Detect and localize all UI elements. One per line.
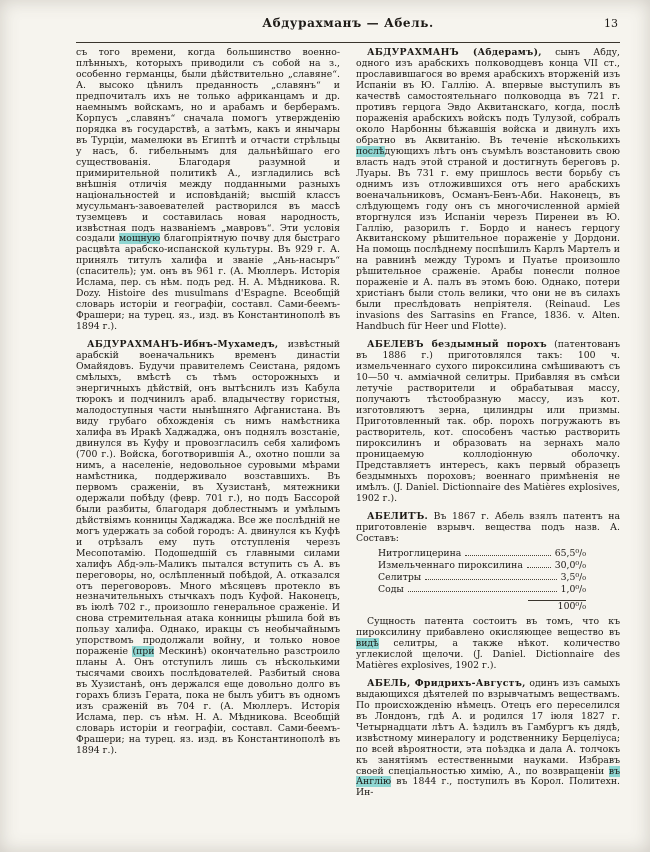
- article-continuation: [76, 48, 340, 333]
- highlight: мощную: [118, 233, 161, 245]
- body-text: Сущность патента состоитъ въ томъ, что къ пироксилину прибавлено окисляющее вещество въ: [356, 615, 620, 638]
- running-head: [0, 0, 650, 40]
- body-text: (патентованъ въ 1886 г.) приготовлялся такъ: 100 ч. измельченнаго сухого пироксилина смѣшиваютъ съ 10—50 ч. амміачной селитры. Прибавляя въ смѣси летучіе растворители и обрабатывая массу, получаютъ тѣстообразную массу, изъ кот. изготовляютъ зерна, цилиндры или призмы. Приготовленный так. обр. порохъ погружаютъ въ растворитель, кот. способенъ частью растворить пироксилинъ и образовать на зернахъ мало проницаемую коллодіонную оболочку. Представляетъ интересъ, какъ первый образецъ бездымныхъ пороховъ; военнаго примѣненія не имѣлъ. (J. Daniel. Dictionnaire des Matières explosives, 1902 г.).: [356, 339, 620, 504]
- right-column: [356, 48, 620, 843]
- page-number: 13: [604, 17, 618, 30]
- composition-value: 30,0⁰/₀: [554, 559, 586, 571]
- left-column: [76, 48, 340, 843]
- dotted-leader: [527, 567, 551, 568]
- article-abel-friedrich-august: [356, 679, 620, 800]
- composition-name: Селитры: [378, 571, 422, 583]
- page-header-title: Абдурахманъ — Абель.: [262, 16, 434, 30]
- article-heading: АБДУРАХМАНЪ (Абдерамъ),: [367, 48, 542, 58]
- composition-name: Нитроглицерина: [378, 547, 462, 559]
- body-text: въ 1844 г., поступилъ въ Корол. Политехн. Ин-: [356, 776, 620, 799]
- article-abdurakhman-abderam: [356, 48, 620, 333]
- dotted-leader: [425, 579, 556, 580]
- body-text: извѣстный арабскій военачальникъ временъ династіи Омайядовъ. Будучи правителемъ Сеистана, рядомъ смѣлыхъ, вмѣстѣ съ тѣмъ осторожныхъ и энергичныхъ дѣйствій, онъ вытѣснилъ изъ Кабула тюрокъ и подчинилъ араб. владычеству гористыя, малодоступныя части нынѣшняго Афганистана. Въ виду грубаго обхожденія съ нимъ намѣстника халифа въ Иракѣ Хаджаджа, онъ поднялъ возстаніе, двинулся въ Куфу и провозгласилъ себя халифомъ (700 г.). Войска, боготворившія А., охотно пошли за нимъ, а населеніе, недовольное суровыми мѣрами намѣстника, поддерживало возставшихъ. Въ первомъ сраженіи, въ Хузистанѣ, мятежники одержали побѣду (февр. 701 г.), но подъ Бассорой были разбиты, благодаря доблестнымъ и умѣлымъ дѣйствіямъ конницы Хаджаджа. Все же послѣдній не могъ удержать за собой городъ: А. двинулся къ Куфѣ и отрѣзалъ ему путь отступленія черезъ Месопотамію. Подошедшій съ главными силами халифъ Абд-эль-Маликъ пытался вступить съ А. въ переговоры, но, ослѣпленный побѣдой, А. отказался отъ переговоровъ. Много мѣсяцевъ протекло въ незначительныхъ стычкахъ подъ Куфой. Наконецъ, въ іюлѣ 702 г., произошло генеральное сраженіе. И снова стремительная атака конницы рѣшила бой въ пользу халифа. Однако, иракцы съ необычайнымъ упорствомъ продолжали войну, и только новое пораженіе: [76, 339, 340, 658]
- article-abelev-powder: [356, 340, 620, 505]
- composition-value: 1,0⁰/₀: [560, 583, 586, 595]
- body-text: Въ 1867 г. Абель взялъ патентъ на приготовленіе взрывч. вещества подъ назв. А. Составъ:: [356, 510, 620, 544]
- body-text: дующихъ лѣтъ онъ съумѣлъ возстановить свою власть надъ этой страной и достигнуть береговъ р. Луары. Въ 731 г. ему пришлось вести борьбу съ однимъ изъ отложившихся отъ него арабскихъ военачальниковъ, Османъ-Бенъ-Аби. Наконецъ, въ слѣдующемъ году онъ съ многочисленной арміей вторгнулся изъ Испаніи черезъ Пиренеи въ Ю. Галлію, разорилъ г. Бордо и нанесъ герцогу Аквитанскому рѣшительное пораженіе у Дордони. На помощь послѣднему поспѣшилъ Карлъ Мартелъ и на равнинѣ между Туромъ и Пуатье произошло рѣшительное сраженіе. Арабы понесли полное пораженіе и А. палъ въ этомъ бою. Однако, потери христіанъ были столь велики, что они не въ силахъ были преслѣдовать непріятеля. (Reinaud. Les invasions des Sarrasins en France, 1836. v. Alten. Handbuch für Heer und Flotte).: [356, 145, 620, 333]
- composition-row: [378, 572, 586, 584]
- composition-value: 65,5⁰/₀: [554, 547, 586, 559]
- highlight: послѣ: [356, 145, 385, 157]
- body-text: одинъ изъ самыхъ выдающихся дѣятелей по взрывчатымъ веществамъ. По происхожденію нѣмецъ. Отецъ его переселился въ Лондонъ, гдѣ А. и родился 17 іюля 1827 г. Четырнадцати лѣтъ А. ѣздилъ въ Гамбургъ къ дядѣ, извѣстному минералогу и родственнику Берцеліуса; по всей вѣроятности, эта поѣздка и дала А. толчокъ къ занятіямъ естественными науками. Избравъ своей спеціальностью химію, А., по возвращеніи: [356, 677, 620, 777]
- composition-row: [378, 560, 586, 572]
- article-heading: АБЕЛЕВЪ бездымный порохъ: [367, 339, 547, 351]
- article-heading: АБДУРАХМАНЪ-Ибнъ-Мухамедъ,: [87, 339, 279, 351]
- composition-row: [378, 584, 586, 596]
- article-heading: АБЕЛЬ, Фридрихъ-Августъ,: [367, 677, 526, 689]
- highlight: видѣ: [356, 637, 379, 649]
- composition-row: [378, 548, 586, 560]
- highlight: въ Англію: [356, 765, 620, 788]
- composition-total: [356, 600, 616, 613]
- body-text: съ того времени, когда большинство военно-плѣнныхъ, которыхъ приводили съ собой на з., особенно германцы, были дѣйствительно „славяне“. А. высоко цѣнилъ преданность „славянъ“ и предпочиталъ ихъ не только африканцамъ и др. наемнымъ войскамъ, но и арабамъ и берберамъ. Корпусъ „славянъ“ сначала помогъ утвержденію порядка въ государствѣ, а затѣмъ, какъ и янычары въ Турціи, мамелюки въ Египтѣ и отчасти стрѣльцы у насъ, б. гибельнымъ для дальнѣйшаго его существованія. Благодаря разумной и примирительной политикѣ А., изгладились всѣ внѣшнія отличія между подданными разныхъ національностей и исповѣданій; высшій классъ мусульманъ-завоевателей растворился въ массѣ туземцевъ и составилась новая народность, извѣстная подъ названіемъ „мавровъ“. Эти условія создали: [76, 48, 340, 245]
- body-text: благопріятную почву для быстраго расцвѣта арабско-испанской культуры. Въ 929 г. А. принялъ титулъ халифа и званіе „Ань-насыръ“ (спаситель); ум. онъ въ 961 г. (А. Мюллеръ. Исторія Ислама, пер. съ нѣм. подъ ред. Н. А. Мѣдникова. R. Dozy. Histoire des musulmans d'Espagne. Всеобщій словарь исторіи и географіи, составл. Сами-беемъ-Фрашери; на турец. яз., изд. въ Константинополѣ въ 1894 г.).: [76, 233, 340, 333]
- article-heading: АБЕЛИТЪ.: [367, 510, 429, 522]
- composition-name: Соды: [378, 583, 404, 595]
- article-abelit: [356, 512, 620, 545]
- text-columns: [0, 43, 650, 843]
- composition-total-value: 100⁰/₀: [557, 600, 586, 612]
- composition-name: Измельченнаго пироксилина: [378, 559, 523, 571]
- body-text: Мескинѣ) окончательно разстроило планы А. Онъ отступилъ лишь съ нѣсколькими тысячами своихъ послѣдователей. Разбитый снова въ Хузистанѣ, онъ держался еще довольно долго въ горахъ близъ Герата, пока не былъ убитъ въ одномъ изъ сраженій въ 704 г. (А. Мюллеръ. Исторія Ислама, пер. съ нѣм. Н. А. Мѣдникова. Всеобщій словарь исторіи и географіи, составл. Сами-беемъ-Фрашери; на турец. яз. изд. въ Константинополѣ въ 1894 г.).: [76, 646, 340, 757]
- composition-table: [378, 548, 616, 596]
- body-text: сынъ Абду, одного изъ арабскихъ полководцевъ конца VII ст., прославившагося во время арабскихъ вторженій изъ Испаніи въ Ю. Галлію. А. впервые выступилъ въ качествѣ самостоятельнаго полководца въ 721 г. противъ герцога Эвдо Аквитанскаго, когда, послѣ пораженія арабскихъ войскъ подъ Тулузой, собралъ около Нарбонны бѣжавшія войска и двинулъ ихъ обратно въ Аквитанію. Въ теченіе нѣсколькихъ: [356, 48, 620, 146]
- dotted-leader: [408, 591, 557, 592]
- highlight: (при: [132, 646, 155, 658]
- composition-value: 3,5⁰/₀: [560, 571, 586, 583]
- article-abdurakhman-ibn-muhamed: [76, 340, 340, 757]
- article-abelit-patent-note: [356, 617, 620, 672]
- dotted-leader: [465, 555, 550, 556]
- body-text: селитры, а также нѣкот. количество углекислой щелочи. (J. Daniel. Dictionnaire des Matières explosives, 1902 г.).: [356, 637, 620, 671]
